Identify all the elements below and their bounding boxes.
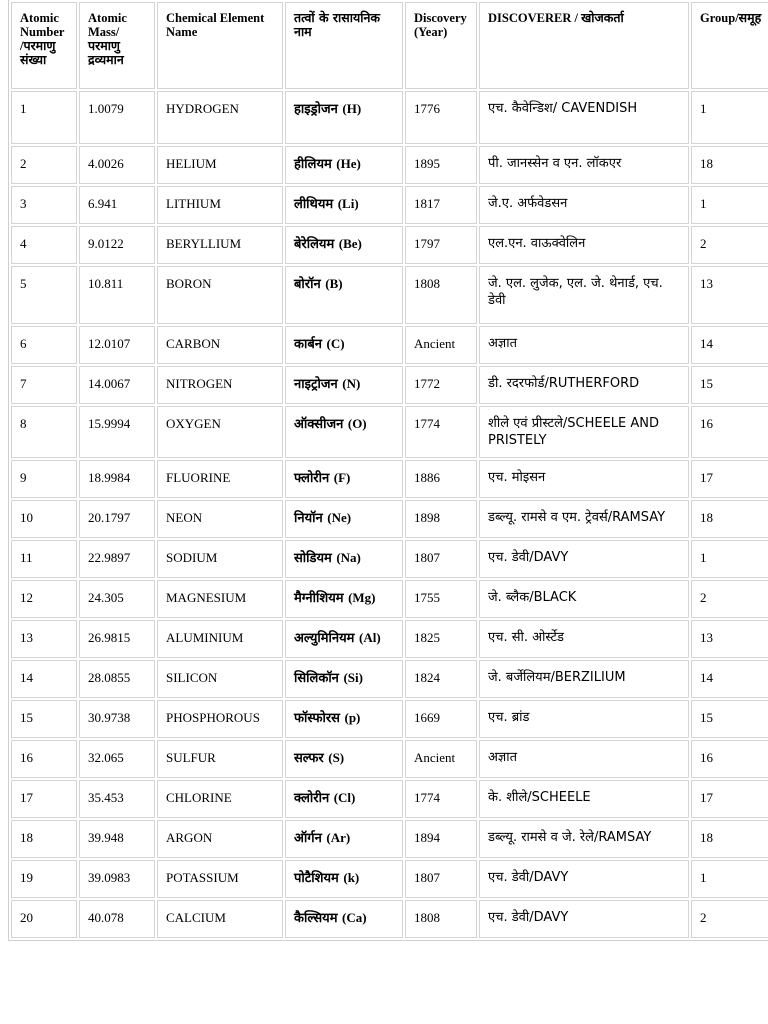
cell-element-name: NITROGEN [157,366,283,404]
cell-group: 14 [691,326,768,364]
cell-hindi-name [285,660,403,698]
table-row [11,780,768,818]
table-row [11,146,768,184]
cell-group: 18 [691,500,768,538]
cell-atomic-mass: 28.0855 [79,660,155,698]
cell-atomic-number: 5 [11,266,77,324]
table-row [11,540,768,578]
cell-atomic-number: 8 [11,406,77,458]
element-symbol: (Si) [343,670,363,685]
cell-group: 16 [691,406,768,458]
element-symbol: (Na) [336,550,361,565]
cell-discoverer: एल.एन. वाऊक्वेलिन [479,226,689,264]
cell-discovery-year: 1886 [405,460,477,498]
cell-atomic-number: 1 [11,91,77,144]
elements-table-container [8,0,768,941]
hindi-element-name: सोडियम [294,551,332,566]
hindi-element-name: हीलियम [294,157,332,172]
cell-atomic-number: 18 [11,820,77,858]
table-header-row [11,2,768,89]
cell-hindi-name [285,500,403,538]
cell-element-name: HYDROGEN [157,91,283,144]
cell-atomic-mass: 15.9994 [79,406,155,458]
cell-group: 18 [691,820,768,858]
table-row [11,326,768,364]
cell-hindi-name [285,700,403,738]
cell-discoverer: अज्ञात [479,326,689,364]
cell-discoverer: एच. ब्रांड [479,700,689,738]
hindi-element-name: बोरॉन [294,277,321,292]
cell-element-name: POTASSIUM [157,860,283,898]
hindi-element-name: ऑक्सीजन [294,417,344,432]
cell-discovery-year: 1807 [405,540,477,578]
cell-group: 2 [691,900,768,938]
element-symbol: (Ca) [342,910,367,925]
cell-element-name: CALCIUM [157,900,283,938]
cell-element-name: BERYLLIUM [157,226,283,264]
cell-discovery-year: 1797 [405,226,477,264]
hindi-element-name: नियॉन [294,511,323,526]
element-symbol: (Ne) [327,510,352,525]
cell-atomic-mass: 14.0067 [79,366,155,404]
cell-discoverer: के. शीले/SCHEELE [479,780,689,818]
table-row [11,820,768,858]
cell-element-name: CARBON [157,326,283,364]
cell-hindi-name [285,860,403,898]
element-symbol: (Mg) [348,590,376,605]
table-row [11,900,768,938]
cell-atomic-mass: 9.0122 [79,226,155,264]
cell-atomic-mass: 39.948 [79,820,155,858]
header-element-name: Chemical Element Name [157,2,283,89]
cell-atomic-number: 16 [11,740,77,778]
cell-atomic-number: 20 [11,900,77,938]
element-symbol: (Ar) [326,830,351,845]
hindi-element-name: कैल्सियम [294,911,338,926]
element-symbol: (Be) [338,236,362,251]
element-symbol: (He) [336,156,361,171]
cell-discoverer: जे. एल. लुजेक, एल. जे. थेनार्ड, एच. डेवी [479,266,689,324]
cell-discoverer: एच. मोइसन [479,460,689,498]
cell-atomic-number: 4 [11,226,77,264]
table-row [11,91,768,144]
table-row [11,266,768,324]
cell-group: 17 [691,460,768,498]
element-symbol: (p) [344,710,361,725]
cell-discovery-year: 1808 [405,900,477,938]
header-discoverer: DISCOVERER / खोजकर्ता [479,2,689,89]
cell-discovery-year: Ancient [405,740,477,778]
cell-atomic-number: 19 [11,860,77,898]
cell-discoverer: एच. डेवी/DAVY [479,900,689,938]
cell-discovery-year: 1772 [405,366,477,404]
element-symbol: (S) [328,750,345,765]
cell-element-name: ARGON [157,820,283,858]
element-symbol: (Cl) [333,790,356,805]
hindi-element-name: ऑर्गन [294,831,322,846]
cell-element-name: ALUMINIUM [157,620,283,658]
cell-discovery-year: 1817 [405,186,477,224]
hindi-element-name: अल्युमिनियम [294,631,355,646]
cell-element-name: SODIUM [157,540,283,578]
cell-hindi-name [285,406,403,458]
cell-element-name: OXYGEN [157,406,283,458]
cell-element-name: SILICON [157,660,283,698]
cell-element-name: NEON [157,500,283,538]
hindi-element-name: क्लोरीन [294,791,330,806]
cell-group: 1 [691,860,768,898]
element-symbol: (Li) [337,196,359,211]
table-row [11,700,768,738]
elements-table [9,0,768,940]
cell-hindi-name [285,186,403,224]
cell-discovery-year: 1898 [405,500,477,538]
cell-group: 17 [691,780,768,818]
cell-element-name: PHOSPHOROUS [157,700,283,738]
table-row [11,226,768,264]
cell-hindi-name [285,580,403,618]
table-row [11,620,768,658]
hindi-element-name: नाइट्रोजन [294,377,338,392]
cell-atomic-mass: 39.0983 [79,860,155,898]
cell-discovery-year: Ancient [405,326,477,364]
element-symbol: (F) [333,470,351,485]
cell-atomic-mass: 6.941 [79,186,155,224]
cell-atomic-number: 7 [11,366,77,404]
cell-discoverer: एच. सी. ओर्स्टेड [479,620,689,658]
cell-atomic-mass: 18.9984 [79,460,155,498]
hindi-element-name: मैग्नीशियम [294,591,344,606]
hindi-element-name: फ्लोरीन [294,471,330,486]
cell-discoverer: डी. रदरफोर्ड/RUTHERFORD [479,366,689,404]
cell-atomic-number: 6 [11,326,77,364]
table-row [11,860,768,898]
cell-atomic-mass: 20.1797 [79,500,155,538]
header-group: Group/समूह [691,2,768,89]
cell-group: 2 [691,580,768,618]
table-row [11,740,768,778]
cell-discovery-year: 1895 [405,146,477,184]
table-row [11,660,768,698]
table-row [11,580,768,618]
cell-discovery-year: 1755 [405,580,477,618]
cell-atomic-mass: 26.9815 [79,620,155,658]
cell-hindi-name [285,266,403,324]
cell-hindi-name [285,900,403,938]
cell-atomic-mass: 1.0079 [79,91,155,144]
cell-discoverer: डब्ल्यू. रामसे व जे. रेले/RAMSAY [479,820,689,858]
cell-discovery-year: 1807 [405,860,477,898]
table-row [11,406,768,458]
cell-group: 1 [691,91,768,144]
cell-discovery-year: 1774 [405,780,477,818]
cell-discoverer: डब्ल्यू. रामसे व एम. ट्रेवर्स/RAMSAY [479,500,689,538]
table-row [11,366,768,404]
hindi-element-name: लीथियम [294,197,334,212]
cell-atomic-number: 2 [11,146,77,184]
cell-hindi-name [285,780,403,818]
element-symbol: (Al) [358,630,381,645]
cell-discoverer: जे. ब्लैक/BLACK [479,580,689,618]
cell-group: 14 [691,660,768,698]
cell-group: 18 [691,146,768,184]
cell-atomic-number: 9 [11,460,77,498]
hindi-element-name: हाइड्रोजन [294,102,338,117]
cell-discoverer: एच. डेवी/DAVY [479,860,689,898]
hindi-element-name: बेरेलियम [294,237,335,252]
cell-discovery-year: 1825 [405,620,477,658]
cell-hindi-name [285,460,403,498]
element-symbol: (B) [325,276,343,291]
cell-atomic-number: 3 [11,186,77,224]
cell-hindi-name [285,146,403,184]
cell-group: 1 [691,186,768,224]
cell-hindi-name [285,91,403,144]
cell-discoverer: जे. बर्जेलियम/BERZILIUM [479,660,689,698]
cell-atomic-mass: 24.305 [79,580,155,618]
cell-group: 13 [691,620,768,658]
cell-element-name: CHLORINE [157,780,283,818]
cell-element-name: SULFUR [157,740,283,778]
cell-hindi-name [285,226,403,264]
cell-element-name: LITHIUM [157,186,283,224]
cell-atomic-number: 15 [11,700,77,738]
cell-discovery-year: 1774 [405,406,477,458]
cell-discovery-year: 1669 [405,700,477,738]
cell-atomic-number: 14 [11,660,77,698]
cell-hindi-name [285,620,403,658]
cell-element-name: BORON [157,266,283,324]
cell-hindi-name [285,366,403,404]
table-row [11,460,768,498]
element-symbol: (H) [342,101,362,116]
cell-group: 13 [691,266,768,324]
cell-element-name: FLUORINE [157,460,283,498]
cell-atomic-mass: 32.065 [79,740,155,778]
cell-atomic-number: 17 [11,780,77,818]
element-symbol: (C) [326,336,345,351]
cell-atomic-number: 11 [11,540,77,578]
cell-atomic-mass: 30.9738 [79,700,155,738]
cell-atomic-number: 12 [11,580,77,618]
cell-discovery-year: 1824 [405,660,477,698]
hindi-element-name: पोटैशियम [294,871,339,886]
header-hindi-name: तत्वों के रासायनिक नाम [285,2,403,89]
cell-discoverer: अज्ञात [479,740,689,778]
header-discovery-year: Discovery (Year) [405,2,477,89]
table-body [11,91,768,938]
cell-element-name: HELIUM [157,146,283,184]
cell-discoverer: जे.ए. अर्फवेडसन [479,186,689,224]
cell-group: 16 [691,740,768,778]
cell-hindi-name [285,820,403,858]
cell-element-name: MAGNESIUM [157,580,283,618]
cell-group: 2 [691,226,768,264]
cell-atomic-mass: 4.0026 [79,146,155,184]
element-symbol: (O) [347,416,367,431]
cell-discoverer: एच. कैवेन्डिश/ CAVENDISH [479,91,689,144]
cell-discoverer: शीले एवं प्रीस्टले/SCHEELE AND PRISTELY [479,406,689,458]
cell-hindi-name [285,740,403,778]
cell-hindi-name [285,540,403,578]
header-atomic-mass: Atomic Mass/ परमाणु द्रव्यमान [79,2,155,89]
hindi-element-name: फॉस्फोरस [294,711,340,726]
cell-group: 15 [691,366,768,404]
hindi-element-name: कार्बन [294,337,322,352]
cell-atomic-number: 10 [11,500,77,538]
cell-atomic-mass: 40.078 [79,900,155,938]
cell-discovery-year: 1808 [405,266,477,324]
cell-hindi-name [285,326,403,364]
cell-discoverer: पी. जानस्सेन व एन. लॉकएर [479,146,689,184]
element-symbol: (N) [342,376,361,391]
element-symbol: (k) [343,870,360,885]
cell-discovery-year: 1894 [405,820,477,858]
cell-atomic-mass: 35.453 [79,780,155,818]
cell-atomic-mass: 12.0107 [79,326,155,364]
header-atomic-number: Atomic Number /परमाणु संख्या [11,2,77,89]
cell-atomic-mass: 10.811 [79,266,155,324]
table-row [11,186,768,224]
cell-atomic-mass: 22.9897 [79,540,155,578]
cell-group: 15 [691,700,768,738]
hindi-element-name: सल्फर [294,751,324,766]
hindi-element-name: सिलिकॉन [294,671,339,686]
cell-atomic-number: 13 [11,620,77,658]
cell-group: 1 [691,540,768,578]
cell-discoverer: एच. डेवी/DAVY [479,540,689,578]
table-row [11,500,768,538]
cell-discovery-year: 1776 [405,91,477,144]
